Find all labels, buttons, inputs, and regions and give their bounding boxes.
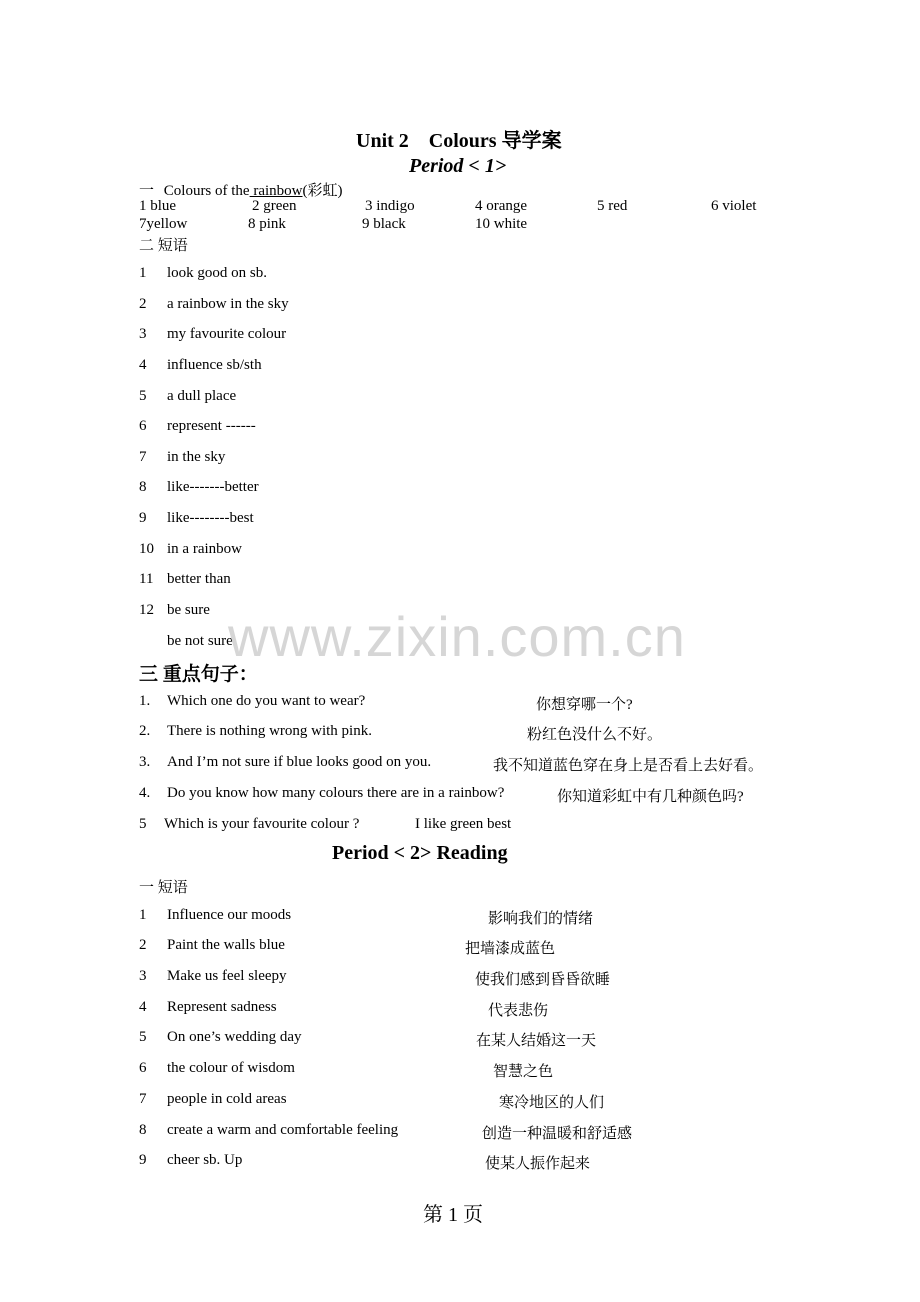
page-number: 第 1 页 [423, 1204, 483, 1226]
colour-item: 10 white [475, 216, 528, 232]
colours-intro-text: Colours of the [163, 183, 250, 199]
rainbow-gloss: (彩虹) [302, 183, 343, 199]
colours-intro-line [139, 179, 343, 200]
period-2-heading: Period < 2> Reading [332, 842, 508, 864]
period-1-heading: Period < 1> [409, 155, 507, 177]
colour-item: 4 orange [475, 198, 528, 214]
colour-item: 5 red [597, 198, 628, 214]
colour-item: 6 violet [711, 198, 757, 214]
period-2-subheading: 一 短语 [139, 880, 188, 896]
section-2-heading: 二 短语 [139, 238, 188, 254]
colour-item: 1 blue [139, 198, 177, 214]
rainbow-word: rainbow [249, 183, 303, 199]
colour-item: 9 black [362, 216, 406, 232]
colour-item: 7yellow [139, 216, 188, 232]
section-marker: 一 [139, 183, 155, 199]
document-title: Unit 2 Colours 导学案 [356, 130, 562, 152]
document-page: Unit 2 Colours 导学案 Period < 1> 一 Colours of the rainbow(彩虹) 1 blue 2 green 3 indigo 4 orange 5 red 6 violet 7yellow 8 pink 9 black 10 white 二 短语 1 look good on sb. 2 a rainbow in the sky 3 my favourite colour 4 influence sb/sth 5 a dull place 6 represent ------ 7 in the sky 8 like-------better 9 like--------best 10 in a rainbow 11 better than 12 be sure be not sure www.zixin.com.cn 三 重点句子： 1. Which one do you want to wear? 你想穿哪一个? 2. There is nothing wrong with pink. 粉红色没什么不好。 3. And I’m not sure if blue looks good on you. 我不知道蓝色穿在身上是否看上去好看。 4. Do you know how many colours there are in a rainbow? 你知道彩虹中有几种颜色吗? 5 Which is your favourite colour ? I like green best Period < 2> Reading 一 短语 1 Influence our moods 影响我们的情绪 2 Paint the walls blue 把墙漆成蓝色 3 Make us feel sleepy 使我们感到昏昏欲睡 4 Represent sadness 代表悲伤 5 On one’s wedding day 在某人结婚这一天 6 the colour of wisdom 智慧之色 7 people in cold areas 寒冷地区的人们 8 create a warm and comfortable feeling 创造一种温暖和舒适感 9 cheer sb. Up 使某人振作起来 第 1 页 [0, 0, 920, 1302]
watermark: www.zixin.com.cn [228, 605, 686, 668]
colour-item: 8 pink [248, 216, 286, 232]
section-3-heading: 三 重点句子： [139, 664, 258, 685]
colour-item: 2 green [252, 198, 297, 214]
colour-item: 3 indigo [365, 198, 415, 214]
